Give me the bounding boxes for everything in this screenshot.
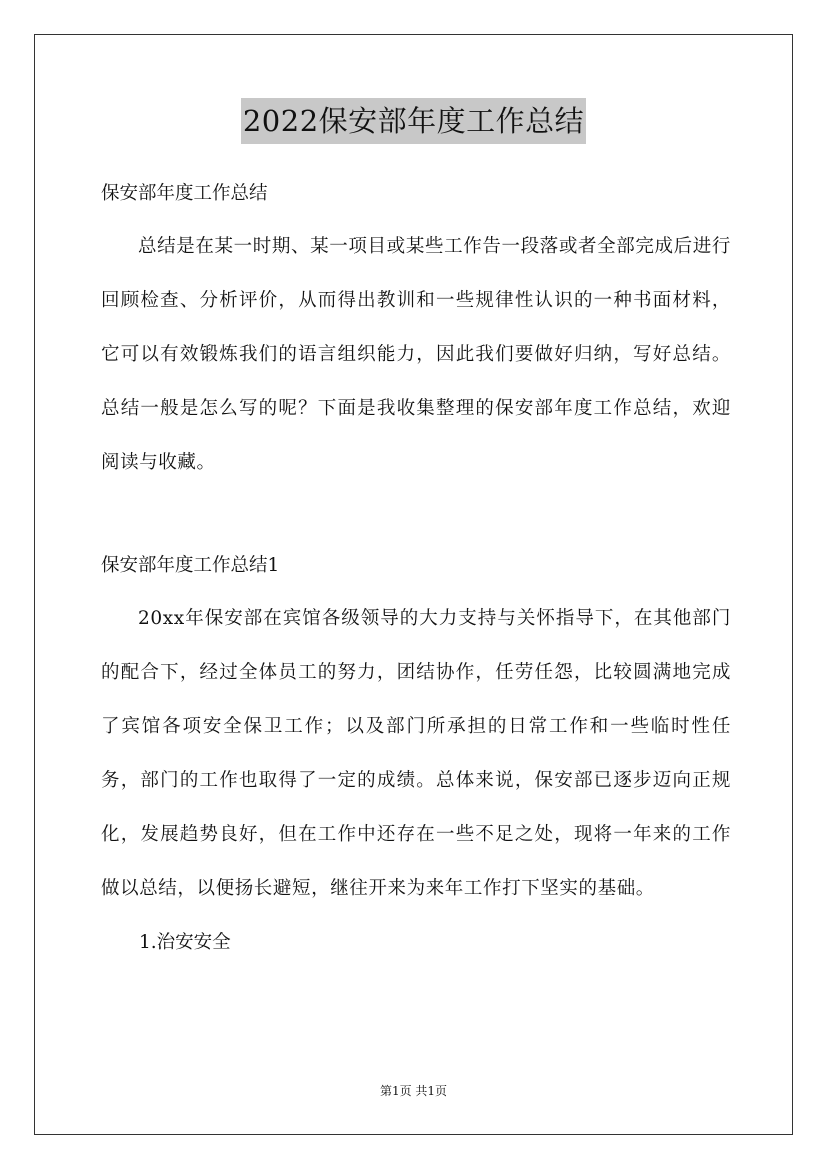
body-paragraph: 20xx年保安部在宾馆各级领导的大力支持与关怀指导下，在其他部门的配合下，经过全体员工的努力，团结协作，任劳任怨，比较圆满地完成了宾馆各项安全保卫工作；以及部门所承担的日常工作和一些临时性任务，部门的工作也取得了一定的成绩。总体来说，保安部已逐步迈向正规化，发展趋势良好，但在工作中还存在一些不足之处，现将一年来的工作做以总结，以便扬长避短，继往开来为来年工作打下坚实的基础。 bbox=[101, 608, 731, 899]
document-title: 2022保安部年度工作总结 bbox=[241, 98, 586, 144]
document-body bbox=[101, 172, 731, 970]
section-heading: 保安部年度工作总结 bbox=[101, 183, 268, 204]
subsection-heading: 1.治安安全 bbox=[139, 932, 231, 953]
title-container bbox=[0, 98, 827, 144]
intro-paragraph: 总结是在某一时期、某一项目或某些工作告一段落或者全部完成后进行回顾检查、分析评价，从而得出教训和一些规律性认识的一种书面材料，它可以有效锻炼我们的语言组织能力，因此我们要做好归纳，写好总结。总结一般是怎么写的呢？下面是我收集整理的保安部年度工作总结，欢迎阅读与收藏。 bbox=[101, 236, 731, 473]
page-footer: 第1页 共1页 bbox=[379, 1084, 448, 1098]
section-heading-1: 保安部年度工作总结1 bbox=[101, 555, 280, 576]
